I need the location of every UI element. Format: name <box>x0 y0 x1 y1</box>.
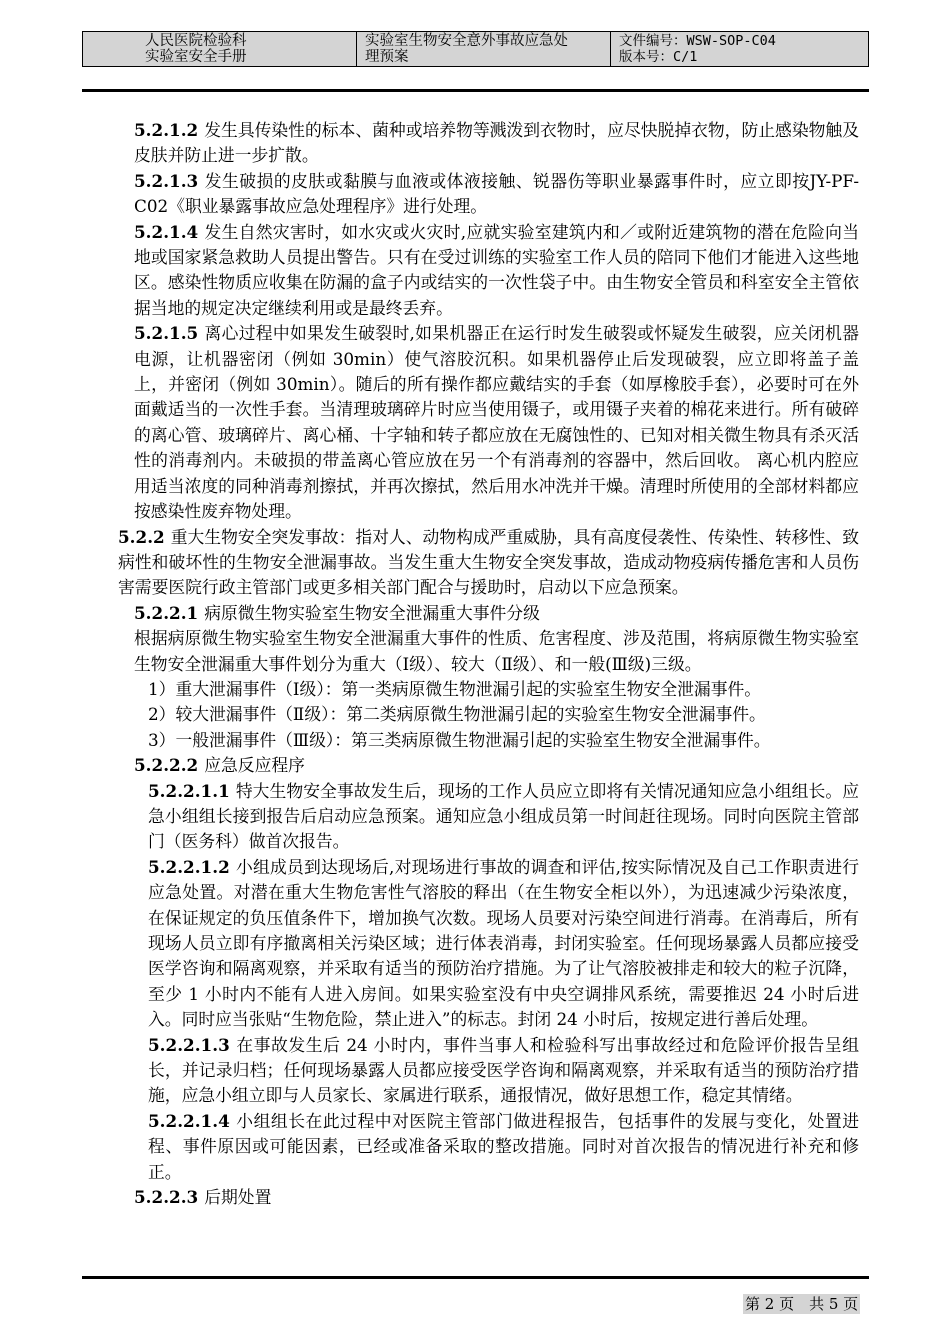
grade-text: 3）一般泄漏事件（Ⅲ级）：第三类病原微生物泄漏引起的实验室生物安全泄漏事件。 <box>148 729 771 750</box>
section-text: 在事故发生后 24 小时内，事件当事人和检验科写出事故经过和危险评价报告呈组长，并记录归档；任何现场暴露人员都应接受医学咨询和隔离观察，并采取有适当的预防治疗措施，应急小组立即与人员家长、家属进行联系，通报情况，做好思想工作，稳定其情绪。 <box>148 1034 859 1106</box>
document-header-table <box>82 31 869 67</box>
header-title-line2: 理预案 <box>365 49 409 65</box>
grade-item-1 <box>148 677 859 702</box>
header-docinfo-cell <box>611 32 868 66</box>
section-5-2-2-1-1 <box>148 779 859 855</box>
section-number: 5.2.1.3 <box>134 170 199 191</box>
section-text: 小组组长在此过程中对医院主管部门做进程报告，包括事件的发展与变化，处置进程、事件原因或可能因素，已经或准备采取的整改措施。同时对首次报告的情况进行补充和修正。 <box>148 1110 859 1182</box>
section-5-2-1-2 <box>134 118 859 169</box>
section-text: 根据病原微生物实验室生物安全泄漏重大事件的性质、危害程度、涉及范围，将病原微生物实验室生物安全泄漏重大事件划分为重大（Ⅰ级）、较大（Ⅱ级）、和一般(Ⅲ级)三级。 <box>134 628 859 674</box>
section-text: 特大生物安全事故发生后，现场的工作人员应立即将有关情况通知应急小组组长。应急小组组长接到报告后启动应急预案。通知应急小组成员第一时间赶往现场。同时向医院主管部门（医务科）做首次报告。 <box>148 780 859 852</box>
section-number: 5.2.2.1 <box>134 602 199 623</box>
grade-item-3 <box>148 728 859 753</box>
header-version: 版本号：C/1 <box>619 49 698 65</box>
footer-divider <box>82 1276 869 1279</box>
grade-item-2 <box>148 702 859 727</box>
section-5-2-2-2 <box>134 753 859 778</box>
section-text: 重大生物安全突发事故：指对人、动物构成严重威胁，具有高度侵袭性、传染性、转移性、致病性和破坏性的生物安全泄漏事故。当发生重大生物安全突发事故，造成动物疫病传播危害和人员伤害需要医院行政主管部门或更多相关部门配合与援助时，启动以下应急预案。 <box>118 526 859 598</box>
section-text: 病原微生物实验室生物安全泄漏重大事件分级 <box>204 602 540 623</box>
section-number: 5.2.1.4 <box>134 221 199 242</box>
header-dept-line1: 人民医院检验科 <box>145 33 247 49</box>
header-doc-number: 文件编号：WSW-SOP-C04 <box>619 33 776 49</box>
section-text: 后期处置 <box>204 1187 272 1208</box>
section-number: 5.2.2.1.4 <box>148 1110 230 1131</box>
section-5-2-2-1 <box>134 601 859 626</box>
header-title-cell <box>357 32 611 66</box>
section-number: 5.2.1.2 <box>134 120 199 140</box>
section-number: 5.2.2 <box>118 526 165 547</box>
section-text: 应急反应程序 <box>204 755 305 776</box>
section-text: 发生具传染性的标本、菌种或培养物等溅泼到衣物时，应尽快脱掉衣物，防止感染物触及皮肤并防止进一步扩散。 <box>134 120 859 166</box>
section-text: 发生破损的皮肤或黏膜与血液或体液接触、锐器伤等职业暴露事件时，应立即按JY-PF-C02《职业暴露事故应急处理程序》进行处理。 <box>134 170 859 217</box>
section-5-2-2 <box>118 525 859 601</box>
section-5-2-2-1-2 <box>148 855 859 1033</box>
section-number: 5.2.2.3 <box>134 1187 199 1208</box>
grading-description <box>134 626 859 677</box>
section-5-2-1-3 <box>134 169 859 220</box>
section-5-2-2-3 <box>134 1185 859 1210</box>
header-title-line1: 实验室生物安全意外事故应急处 <box>365 33 568 49</box>
section-number: 5.2.2.1.2 <box>148 856 230 877</box>
header-divider <box>82 89 869 92</box>
grade-text: 1）重大泄漏事件（Ⅰ级）：第一类病原微生物泄漏引起的实验室生物安全泄漏事件。 <box>148 678 762 699</box>
section-number: 5.2.2.1.3 <box>148 1034 230 1055</box>
section-number: 5.2.2.2 <box>134 755 199 776</box>
section-5-2-1-4 <box>134 220 859 322</box>
grade-text: 2）较大泄漏事件（Ⅱ级）：第二类病原微生物泄漏引起的实验室生物安全泄漏事件。 <box>148 704 766 725</box>
section-5-2-1-5 <box>134 321 859 524</box>
section-text: 发生自然灾害时，如水灾或火灾时,应就实验室建筑内和／或附近建筑物的潜在危险向当地或国家紧急救助人员提出警告。只有在受过训练的实验室工作人员的陪同下他们才能进入这些地区。感染性物质应收集在防漏的盒子内或结实的一次性袋子中。由生物安全管员和科室安全主管依据当地的规定决定继续利用或是最终丢弃。 <box>134 221 859 318</box>
section-text: 离心过程中如果发生破裂时,如果机器正在运行时发生破裂或怀疑发生破裂，应关闭机器电源，让机器密闭（例如 30min）使气溶胶沉积。如果机器停止后发现破裂，应立即将盖子盖上，并密闭（例如 30min）。随后的所有操作都应戴结实的手套（如厚橡胶手套），必要时可在外面戴适当的一次性手套。当清理玻璃碎片时应当使用镊子，或用镊子夹着的棉花来进行。所有破碎的离心管、玻璃碎片、离心桶、十字轴和转子都应放在无腐蚀性的、已知对相关微生物具有杀灭活性的消毒剂内。未破损的带盖离心管应放在另一个有消毒剂的容器中，然后回收。 离心机内腔应用适当浓度的同种消毒剂擦拭，并再次擦拭，然后用水冲洗并干燥。清理时所使用的全部材料都应按感染性废弃物处理。 <box>134 323 859 522</box>
section-number: 5.2.1.5 <box>134 323 199 344</box>
page-number: 第 2 页 共 5 页 <box>745 1295 859 1313</box>
section-text: 小组成员到达现场后,对现场进行事故的调查和评估,按实际情况及自己工作职责进行应急处置。对潜在重大生物危害性气溶胶的释出（在生物安全柜以外），为迅速减少污染浓度，在保证规定的负压值条件下，增加换气次数。现场人员要对污染空间进行消毒。在消毒后，所有现场人员立即有序撤离相关污染区域；进行体表消毒，封闭实验室。任何现场暴露人员都应接受医学咨询和隔离观察，并采取有适当的预防治疗措施。为了让气溶胶被排走和较大的粒子沉降，至少 1 小时内不能有人进入房间。如果实验室没有中央空调排风系统，需要推迟 24 小时后进入。同时应当张贴“生物危险，禁止进入”的标志。封闭 24 小时后，按规定进行善后处理。 <box>148 856 859 1030</box>
section-5-2-2-1-4 <box>148 1109 859 1185</box>
header-dept-cell <box>83 32 357 66</box>
section-5-2-2-1-3 <box>148 1033 859 1109</box>
section-number: 5.2.2.1.1 <box>148 780 230 801</box>
header-dept-line2: 实验室安全手册 <box>145 49 247 65</box>
document-body <box>114 118 859 1210</box>
